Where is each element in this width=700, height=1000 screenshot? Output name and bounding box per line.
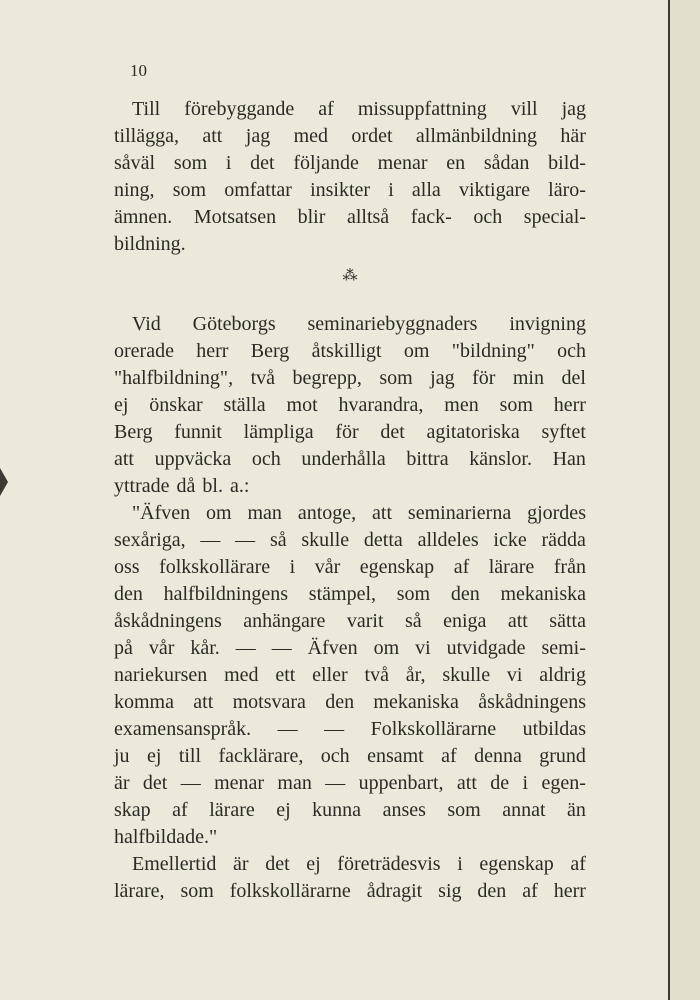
word: förebyggande	[184, 98, 295, 120]
word: —	[324, 718, 345, 740]
word: nariekursen	[114, 664, 208, 686]
word: lämpliga	[243, 421, 314, 443]
text-line	[114, 96, 586, 123]
word: sådan	[483, 152, 530, 174]
word: af	[318, 98, 334, 120]
text-line	[114, 527, 586, 554]
word: uppväcka	[154, 448, 232, 470]
word: läro-	[548, 179, 586, 201]
word: två	[250, 367, 275, 389]
word: uppenbart,	[358, 772, 444, 794]
word: ett	[275, 664, 296, 686]
paragraph	[114, 851, 586, 905]
word: i	[522, 772, 529, 794]
paragraph	[114, 500, 586, 851]
word: mot	[286, 394, 318, 416]
word: Äfven	[307, 637, 358, 659]
word: examensanspråk.	[114, 718, 252, 740]
word: och	[557, 340, 586, 362]
word: folkskollärarne	[229, 880, 351, 902]
word: ej	[306, 853, 321, 875]
word: att	[507, 610, 528, 632]
word: som	[499, 394, 533, 416]
word: Vid	[132, 313, 161, 335]
word: del	[561, 367, 586, 389]
word: att	[372, 502, 393, 524]
word: man	[277, 772, 312, 794]
word: än	[567, 799, 586, 821]
word: att	[456, 772, 477, 794]
word: aldrig	[539, 664, 586, 686]
word: bild-	[548, 152, 586, 174]
word: till	[178, 745, 202, 767]
word: ådragit	[366, 880, 423, 902]
word: lärare	[209, 799, 255, 821]
page-edge	[668, 0, 700, 1000]
text-line	[114, 392, 586, 419]
word: med	[224, 664, 259, 686]
word: af	[453, 556, 470, 578]
page-text	[114, 60, 586, 905]
word: i	[289, 556, 296, 578]
word: på	[114, 637, 133, 659]
word: åtskilligt	[311, 340, 382, 362]
word: den	[450, 583, 480, 605]
word: bildning.	[114, 233, 186, 255]
text-line	[114, 824, 586, 851]
word: från	[553, 556, 586, 578]
word: som	[379, 367, 413, 389]
word: ej	[114, 394, 129, 416]
word: lärare	[488, 556, 535, 578]
word: —	[277, 718, 298, 740]
word: Folkskollärarne	[370, 718, 497, 740]
word: herr	[553, 880, 586, 902]
word: begrepp,	[292, 367, 362, 389]
word: Berg	[114, 421, 153, 443]
word: vi	[506, 664, 523, 686]
word: för	[335, 421, 359, 443]
word: om	[373, 637, 400, 659]
word: fack-	[410, 206, 452, 228]
word: känslor.	[469, 448, 532, 470]
paragraph	[114, 311, 586, 500]
word: det	[250, 152, 275, 174]
word: Motsatsen	[193, 206, 277, 228]
word: vår	[148, 637, 175, 659]
word: och	[473, 206, 503, 228]
text-line	[114, 662, 586, 689]
word: så	[404, 610, 422, 632]
word: facklärare,	[218, 745, 304, 767]
word: alltså	[346, 206, 390, 228]
word: jag	[561, 98, 586, 120]
text-line	[114, 716, 586, 743]
word: bl.	[202, 475, 223, 497]
word: ensamt	[367, 745, 424, 767]
word: mekaniska	[500, 583, 586, 605]
word: den	[114, 583, 143, 605]
word: herr	[553, 394, 586, 416]
word: utbildas	[522, 718, 586, 740]
word: menar	[377, 152, 428, 174]
word: den	[325, 691, 355, 713]
paragraph	[114, 96, 586, 258]
word: insikter	[310, 179, 371, 201]
text-line	[114, 770, 586, 797]
text-line	[114, 689, 586, 716]
word: som	[172, 179, 207, 201]
text-line	[114, 743, 586, 770]
word: orerade	[114, 340, 174, 362]
section-separator: ⁂	[342, 268, 358, 284]
word: man	[247, 502, 282, 524]
text-line	[114, 150, 586, 177]
word: icke	[493, 529, 527, 551]
word: a.:	[229, 475, 250, 497]
word: Till	[132, 98, 161, 120]
text-line	[114, 797, 586, 824]
word: egenskap	[479, 853, 554, 875]
word: åskådningens	[478, 691, 586, 713]
word: Berg	[250, 340, 290, 362]
word: halfbildade."	[114, 826, 218, 848]
word: "Äfven	[132, 502, 191, 524]
word: det	[265, 853, 290, 875]
word: för	[472, 367, 496, 389]
text-line	[114, 554, 586, 581]
word: annat	[502, 799, 546, 821]
word: om	[206, 502, 232, 524]
word: special-	[523, 206, 586, 228]
word: af	[570, 853, 586, 875]
word: syftet	[541, 421, 586, 443]
text-line	[114, 231, 586, 258]
word: —	[325, 772, 346, 794]
word: grund	[539, 745, 586, 767]
word: denna	[474, 745, 522, 767]
word: om	[403, 340, 430, 362]
word: i	[225, 152, 232, 174]
word: Göteborgs	[192, 313, 276, 335]
word: —	[271, 637, 292, 659]
word: att	[202, 125, 223, 147]
word: "bildning"	[451, 340, 535, 362]
page-number: 10	[130, 61, 147, 80]
margin-mark	[0, 468, 8, 496]
word: att	[114, 448, 134, 470]
text-line	[114, 473, 586, 500]
binding-line	[668, 0, 670, 1000]
word: egenskap	[359, 556, 435, 578]
word: den	[477, 880, 507, 902]
word: omfattar	[224, 179, 292, 201]
word: ej	[276, 799, 291, 821]
text-line	[114, 204, 586, 231]
word: och	[251, 448, 281, 470]
text-line	[114, 851, 586, 878]
word: oss	[114, 556, 140, 578]
word: komma	[114, 691, 174, 713]
word: vår	[314, 556, 341, 578]
word: min	[512, 367, 544, 389]
word: sätta	[549, 610, 586, 632]
word: såväl	[114, 152, 156, 174]
word: som	[447, 799, 481, 821]
word: alldeles	[417, 529, 479, 551]
word: antoge,	[297, 502, 357, 524]
word: viktigare	[458, 179, 531, 201]
word: blir	[297, 206, 326, 228]
word: tillägga,	[114, 125, 179, 147]
word: vill	[510, 98, 538, 120]
word: hvarandra,	[338, 394, 424, 416]
word: —	[235, 529, 256, 551]
word: anhängare	[243, 610, 326, 632]
word: en	[446, 152, 466, 174]
word: i	[457, 853, 463, 875]
word: men	[444, 394, 479, 416]
word: mekaniska	[373, 691, 459, 713]
word: alla	[411, 179, 441, 201]
word: —	[200, 529, 221, 551]
word: halfbildningens	[163, 583, 289, 605]
text-line	[114, 365, 586, 392]
word: herr	[196, 340, 229, 362]
word: anses	[382, 799, 426, 821]
word: är	[233, 853, 249, 875]
word: af	[441, 745, 457, 767]
word: åskådningens	[114, 610, 222, 632]
word: varit	[346, 610, 384, 632]
text-line	[114, 338, 586, 365]
word: ju	[114, 745, 130, 767]
word: skulle	[301, 529, 350, 551]
word: af	[522, 880, 538, 902]
word: ordet	[351, 125, 393, 147]
word: företrädesvis	[337, 853, 441, 875]
text-line	[114, 419, 586, 446]
text-line	[114, 878, 586, 905]
word: som	[396, 583, 431, 605]
text-line	[114, 608, 586, 635]
text-line	[114, 500, 586, 527]
word: vi	[415, 637, 431, 659]
word: är	[114, 772, 130, 794]
word: och	[320, 745, 350, 767]
word: Han	[552, 448, 586, 470]
word: egen-	[541, 772, 586, 794]
word: bittra	[406, 448, 449, 470]
word: med	[293, 125, 329, 147]
word: folkskollärare	[159, 556, 271, 578]
word: sexåriga,	[114, 529, 186, 551]
word: allmänbildning	[415, 125, 537, 147]
word: Emellertid	[132, 853, 217, 875]
word: år,	[405, 664, 426, 686]
text-line	[114, 311, 586, 338]
word: skulle	[442, 664, 491, 686]
word: missuppfattning	[357, 98, 487, 120]
word: som	[173, 152, 208, 174]
word: seminariebyggnaders	[307, 313, 478, 335]
word: följande	[293, 152, 359, 174]
word: detta	[363, 529, 403, 551]
word: af	[172, 799, 188, 821]
word: underhålla	[301, 448, 386, 470]
word: semi-	[541, 637, 586, 659]
word: menar	[214, 772, 265, 794]
word: att	[193, 691, 214, 713]
word: det	[380, 421, 405, 443]
text-line	[114, 177, 586, 204]
word: så	[269, 529, 287, 551]
word: lärare,	[114, 880, 165, 902]
word: funnit	[174, 421, 222, 443]
word: seminarierna	[407, 502, 512, 524]
word: invigning	[509, 313, 586, 335]
word: ning,	[114, 179, 155, 201]
word: utvidgade	[446, 637, 526, 659]
word: eller	[312, 664, 348, 686]
word: i	[388, 179, 394, 201]
word: "halfbildning",	[114, 367, 234, 389]
word: två	[364, 664, 389, 686]
word: agitatoriska	[426, 421, 520, 443]
word: som	[180, 880, 214, 902]
word: yttrade	[114, 475, 170, 497]
word: ämnen.	[114, 206, 173, 228]
word: kår.	[190, 637, 220, 659]
text-line	[114, 446, 586, 473]
word: gjordes	[527, 502, 586, 524]
text-line	[114, 635, 586, 662]
word: då	[176, 475, 196, 497]
word: önskar	[149, 394, 203, 416]
word: här	[560, 125, 586, 147]
word: sig	[438, 880, 462, 902]
word: stämpel,	[308, 583, 377, 605]
word: rädda	[541, 529, 586, 551]
text-line	[114, 123, 586, 150]
word: motsvara	[232, 691, 306, 713]
word: jag	[245, 125, 271, 147]
text-line	[114, 581, 586, 608]
word: ställa	[223, 394, 266, 416]
word: kunna	[312, 799, 362, 821]
word: eniga	[443, 610, 487, 632]
word: det	[142, 772, 168, 794]
word: de	[490, 772, 510, 794]
word: —	[235, 637, 256, 659]
word: ej	[146, 745, 162, 767]
word: skap	[114, 799, 151, 821]
word: jag	[430, 367, 455, 389]
word: —	[180, 772, 201, 794]
